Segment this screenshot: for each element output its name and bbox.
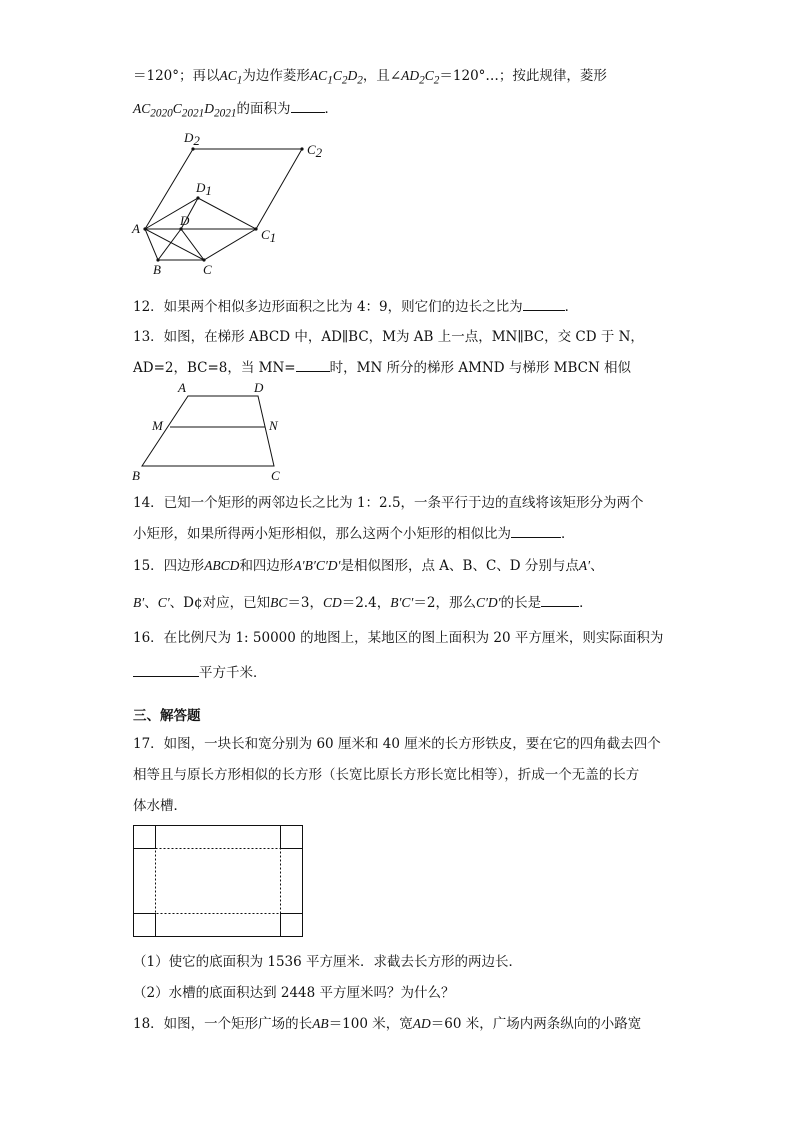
q14-text: 小矩形，如果所得两小矩形相似，那么这两个小矩形的相似比为: [133, 526, 511, 542]
answer-blank-q11[interactable]: [291, 98, 325, 113]
q18-ad: AD: [412, 1016, 431, 1031]
q17-line2: 相等且与原长方形相似的长方形（长宽比原长方形长宽比相等），折成一个无盖的长方: [133, 767, 640, 783]
q15-sep1: 、: [144, 595, 158, 611]
corner-top-right: [281, 826, 303, 849]
rhombus-ac2c2d2: [145, 149, 302, 229]
q15-a-prime: A′: [578, 558, 591, 573]
q15-text-c: 和四边形: [239, 558, 294, 574]
q11-text-g: ＝120°…；按此规律，菱形: [439, 68, 607, 84]
q15-abcd-prime: A′B′C′D′: [293, 558, 341, 573]
q18-line1: [133, 1014, 641, 1034]
label-m: M: [152, 418, 163, 433]
q11-ac1-sub: 1: [236, 74, 243, 87]
q11-line2: [133, 98, 338, 124]
label-d: D: [254, 380, 264, 395]
q13-text-a: AD=2，BC=8，当 MN=: [133, 360, 296, 376]
q14-line2: [133, 523, 575, 544]
answer-blank-q14[interactable]: [511, 523, 561, 538]
q15-sep2: 、: [169, 595, 184, 611]
q11-angle-c: C: [424, 68, 434, 83]
label-n: N: [269, 418, 278, 433]
q18-text-a: 18．如图，一个矩形广场的长: [133, 1016, 313, 1032]
q14-line1: 14．已知一个矩形的两邻边长之比为 1：2.5，一条平行于边的直线将该矩形分为两个: [133, 495, 644, 511]
q11-rhombus-sub2: 2: [341, 74, 348, 87]
q15-text-g: 、: [590, 558, 604, 574]
q11-l2-a: AC: [133, 101, 151, 116]
q18-text-e: ＝60 米，广场内两条纵向的小路宽: [430, 1016, 642, 1032]
q11-l2-c: C: [172, 101, 182, 116]
q17-sub2: （2）水槽的底面积达到 2448 平方厘米吗？为什么？: [133, 985, 455, 1001]
label-a: A: [178, 380, 186, 395]
label-b: B: [132, 468, 140, 483]
q15-cd: CD: [322, 595, 342, 610]
q11-rhombus-a: AC: [309, 68, 328, 83]
q15-text-e: 是相似图形，点 A、B、C、D 分别与点: [340, 558, 579, 574]
sheet-outline: [134, 826, 303, 937]
q11-angle-sub2: 2: [433, 74, 440, 87]
q14-end: ．: [561, 526, 575, 542]
label-d: D: [180, 213, 190, 228]
q11-l2-sub3: 2021: [214, 107, 237, 120]
q15-line1: [133, 556, 604, 576]
q15-cd-prime: C′D′: [475, 595, 501, 610]
q15-text-i2: ＝2.4，: [341, 595, 391, 611]
label-c: C: [271, 468, 280, 483]
q11-l2-sub1: 2020: [150, 107, 173, 120]
q16-line2: [133, 662, 267, 683]
q11-text-e: ，且∠: [362, 68, 402, 84]
q11-rhombus-c: C: [332, 68, 342, 83]
segment-b-d: [158, 229, 181, 260]
q11-ac1: AC: [219, 68, 237, 83]
label-a: A: [132, 221, 140, 236]
q11-text-c: 为边作菱形: [242, 68, 310, 84]
q13-line1: 13．如图，在梯形 ABCD 中，AD∥BC，M为 AB 上一点，MN∥BC，交 CD 于 N，: [133, 329, 644, 345]
label-c1: C1: [261, 227, 277, 245]
label-b: B: [153, 262, 161, 277]
q15-text-e2: D¢对应，已知: [183, 595, 271, 611]
q17-line1: 17．如图，一块长和宽分别为 60 厘米和 40 厘米的长方形铁皮，要在它的四角截去四个: [133, 736, 661, 752]
q15-c-prime: C′: [157, 595, 170, 610]
answer-blank-q15[interactable]: [541, 592, 579, 607]
q11-angle-sub1: 2: [419, 74, 425, 87]
answer-blank-q13[interactable]: [296, 357, 330, 372]
q16-text: 平方千米．: [199, 665, 267, 681]
label-d1: D1: [196, 180, 212, 198]
q11-l2-end: ．: [324, 101, 339, 117]
q12-line: [133, 296, 578, 317]
q11-rhombus-d: D: [347, 68, 358, 83]
q13-text-b: 时，MN 所分的梯形 AMND 与梯形 MBCN 相似: [329, 360, 632, 376]
q11-l2-d: D: [204, 101, 215, 116]
q11-l2-text: 的面积为: [236, 101, 291, 117]
q15-b-prime: B′: [133, 595, 145, 610]
q15-line2: [133, 592, 593, 613]
q11-text-a: ＝120°；再以: [133, 68, 220, 84]
label-d2: D2: [184, 130, 200, 148]
q15-bc-prime: B′C′: [390, 595, 414, 610]
q16-line1: 16．在比例尺为 1: 50000 的地图上，某地区的图上面积为 20 平方厘米，则实际面积为: [133, 630, 664, 646]
q11-l2-sub2: 2021: [181, 107, 205, 120]
figure-q11-rhombi: [128, 128, 328, 278]
q12-end: ．: [564, 299, 579, 315]
q15-text-k2: ＝2，那么: [413, 595, 476, 611]
q15-abcd: ABCD: [204, 558, 240, 573]
q11-rhombus-sub1: 1: [327, 74, 333, 87]
section-heading-answers: 三、解答题: [133, 708, 201, 724]
q12-text: 12．如果两个相似多边形面积之比为 4：9，则它们的边长之比为: [133, 299, 523, 315]
q11-angle-a: AD: [401, 68, 420, 83]
corner-top-left: [134, 826, 156, 849]
q17-sub1: （1）使它的底面积为 1536 平方厘米．求截去长方形的两边长．: [133, 954, 523, 970]
q11-line1: [133, 66, 607, 91]
figure-q13-trapezoid: [132, 380, 292, 483]
corner-bottom-left: [134, 914, 156, 937]
answer-blank-q16[interactable]: [133, 662, 199, 677]
q17-line3: 体水槽．: [133, 798, 187, 814]
fold-line-dashed: [156, 849, 281, 914]
q18-ab: AB: [312, 1016, 329, 1031]
q18-text-c: ＝100 米，宽: [328, 1016, 413, 1032]
q15-text-m2: 的长是: [500, 595, 542, 611]
q15-bc: BC: [270, 595, 288, 610]
q13-line2: [133, 357, 631, 378]
q15-text-g2: ＝3，: [287, 595, 323, 611]
q11-rhombus-sub3: 2: [357, 74, 363, 87]
q15-end: ．: [579, 595, 593, 611]
corner-bottom-right: [281, 914, 303, 937]
q15-text-a: 15．四边形: [133, 558, 205, 574]
figure-q17-sheet: [133, 825, 305, 939]
answer-blank-q12[interactable]: [523, 296, 565, 311]
label-c2: C2: [307, 142, 323, 160]
label-c: C: [203, 262, 212, 277]
